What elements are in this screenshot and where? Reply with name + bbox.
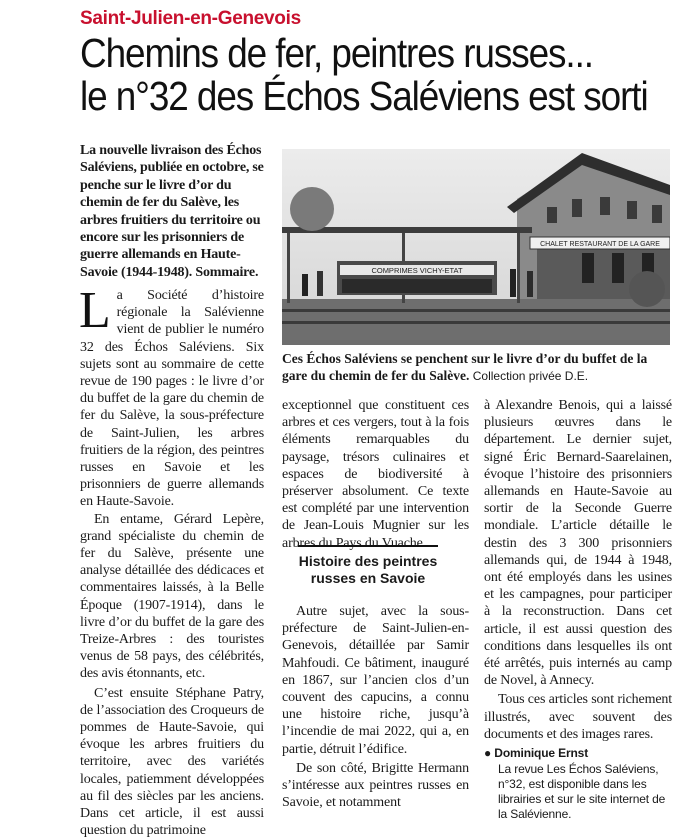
train-station-photo bbox=[282, 149, 670, 345]
paragraph-2: En entame, Gérard Lepère, grand spécialiste du chemin de fer du Salève, présente une analyse détaillée des dédicaces et commentaires laissés, à la Belle Époque (1907-1914), dans le livre d’or du buffet de la gare des Treize-Arbres : des touristes venus de 58 pays, des célébrités, des avis étonnants, etc. bbox=[80, 511, 264, 682]
caption-credit: Collection privée D.E. bbox=[472, 369, 589, 383]
drop-cap: L bbox=[79, 282, 111, 339]
article-headline bbox=[80, 30, 648, 119]
paragraph-6: De son côté, Brigitte Hermann s’intéresse aux peintres russes en Savoie, et notamment bbox=[282, 760, 469, 811]
column-3 bbox=[484, 397, 672, 822]
column-1 bbox=[79, 282, 264, 840]
buffet-sign: CHALET RESTAURANT DE LA GARE bbox=[540, 241, 660, 248]
paragraph-1 bbox=[79, 282, 264, 511]
paragraph-8: Tous ces articles sont richement illustrés, avec souvent des documents et des images rares. bbox=[484, 692, 672, 742]
column-2-lower bbox=[282, 603, 469, 811]
photo-caption bbox=[282, 350, 674, 385]
headline-line-2: le n°32 des Échos Saléviens est sorti bbox=[80, 73, 648, 119]
photo-illustration bbox=[282, 149, 670, 345]
paragraph-3: C’est ensuite Stéphane Patry, de l’association des Croqueurs de pommes de Haute-Savoie, qui évoque les arbres fruitiers du territoire, avec des variétés locales, patiemment développées au fil des siècles par les anciens. Dans cet article, il est aussi question du patrimoine bbox=[80, 685, 264, 839]
paragraph-5: Autre sujet, avec la sous-préfecture de Saint-Julien-en-Genevois, détaillée par Samir Mahfoudi. Ce bâtiment, inauguré en 1867, sur l’ancien clos d’un couvent des capucins, a connu une histoire riche, jusqu’à l’incendie de mai 2022, qui a, en partie, détruit l’édifice. bbox=[282, 604, 469, 757]
article-kicker: Saint-Julien-en-Genevois bbox=[80, 8, 301, 29]
article-lead: La nouvelle livraison des Échos Saléviens, publiée en octobre, se penche sur le livre d’or du chemin de fer du Salève, les arbres fruitiers du territoire ou encore sur les prisonniers de guerre allemands en Haute-Savoie (1944-1948). Sommaire. bbox=[80, 143, 264, 280]
bullet-icon: ● bbox=[484, 746, 492, 761]
train-car-sign: COMPRIMES VICHY-ETAT bbox=[371, 266, 463, 275]
column-2 bbox=[282, 397, 469, 552]
author-signature bbox=[484, 745, 672, 762]
paragraph-7: à Alexandre Benois, qui a laissé plusieurs œuvres dans le département. Le dernier sujet, signé Éric Bernard-Saarelainen, évoque l’histoire des prisonniers allemands en Haute-Savoie au sortir de la Seconde Guerre mondiale. L’article détaille le destin des 3 300 prisonniers allemands qui, de 1944 à 1948, ont été employés dans les usines et les campagnes, pour participer à la reconstruction. Dans cet article, il est aussi question des conditions dans lesquelles ils ont été arrêtés, puis internés au camp de Novel, à Annecy. bbox=[484, 398, 672, 689]
paragraph-4: exceptionnel que constituent ces arbres et ces vergers, tout à la fois éléments remarquables du paysage, trésors culinaires et espaces de biodiversité à préserver absolument. Ce texte est complété par une intervention de Jean-Louis Mugnier sur les arbres du Pays du Vuache. bbox=[282, 398, 469, 551]
caption-text: Ces Échos Saléviens se penchent sur le livre d’or du buffet de la gare du chemin de fer du Salève. bbox=[282, 351, 648, 383]
author-name: Dominique Ernst bbox=[494, 746, 589, 761]
paragraph-1-text: a Société d’histoire régionale la Salévienne vient de publier le numéro 32 des Échos Saléviens. Six sujets sont au sommaire de cette revue de 190 pages : le livre d’or du buffet de la gare du chemin de fer du Salève, la sous-préfecture de Saint-Julien, les arbres fruitiers de la région, des peintres russes en Savoie et les prisonniers de guerre allemands en Haute-Savoie. bbox=[80, 288, 264, 510]
section-subhead: Histoire des peintres russes en Savoie bbox=[298, 545, 438, 587]
availability-note: La revue Les Échos Saléviens, n°32, est disponible dans les librairies et sur le site internet de la Salévienne. bbox=[498, 762, 666, 822]
headline-line-1: Chemins de fer, peintres russes... bbox=[80, 30, 593, 76]
